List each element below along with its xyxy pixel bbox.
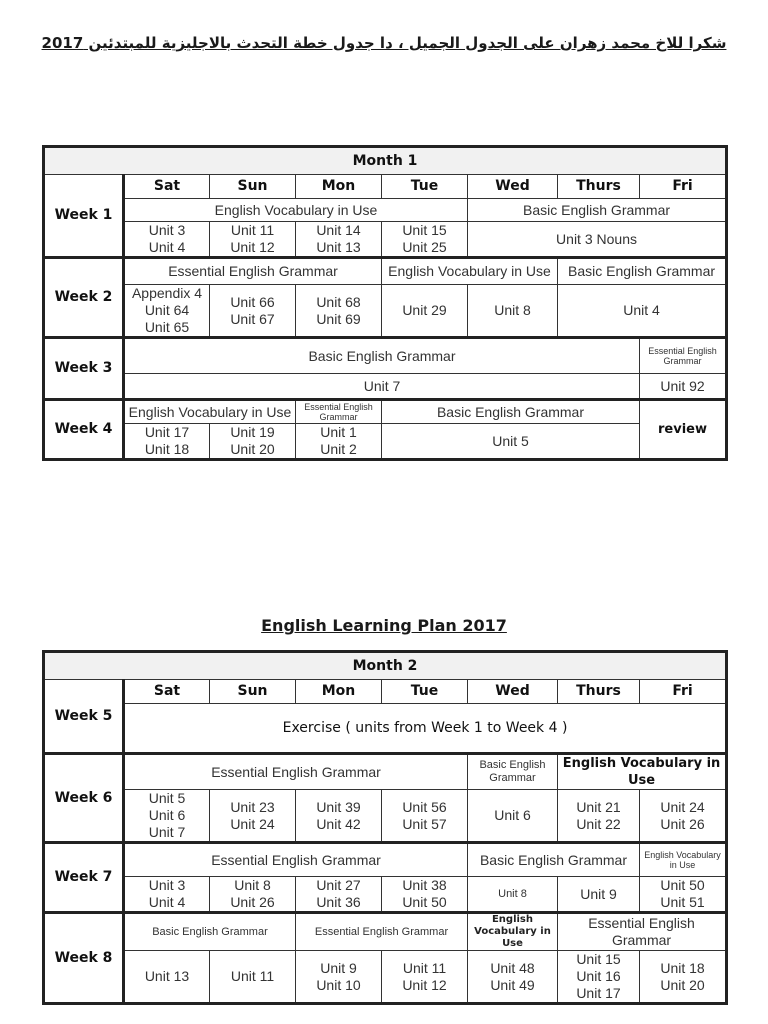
day-header-mon: Mon: [296, 680, 382, 704]
day-header-fri: Fri: [640, 680, 727, 704]
unit-cell: Unit 11: [210, 951, 296, 1004]
book-cell: Basic English Grammar: [382, 400, 640, 424]
book-cell: Essential English Grammar: [558, 913, 727, 951]
book-cell: English Vocabulary in Use: [124, 400, 296, 424]
unit-cell: Unit 3 Unit 4: [124, 222, 210, 258]
week-label: Week 6: [44, 754, 124, 843]
week-label: Week 1: [44, 175, 124, 258]
book-cell: Basic English Grammar: [468, 199, 727, 222]
unit-cell: Unit 15 Unit 16 Unit 17: [558, 951, 640, 1004]
day-header-wed: Wed: [468, 175, 558, 199]
unit-cell: Unit 50 Unit 51: [640, 877, 727, 913]
unit-cell: Unit 8: [468, 877, 558, 913]
unit-cell: Unit 38 Unit 50: [382, 877, 468, 913]
day-header-wed: Wed: [468, 680, 558, 704]
unit-cell: Unit 5: [382, 424, 640, 460]
exercise-cell: Exercise ( units from Week 1 to Week 4 ): [124, 704, 727, 754]
unit-cell: Unit 15 Unit 25: [382, 222, 468, 258]
day-header-sun: Sun: [210, 680, 296, 704]
unit-cell: Unit 1 Unit 2: [296, 424, 382, 460]
unit-cell: Unit 66 Unit 67: [210, 285, 296, 338]
unit-cell: Unit 27 Unit 36: [296, 877, 382, 913]
unit-cell: Unit 9 Unit 10: [296, 951, 382, 1004]
book-cell: Essential English Grammar: [296, 913, 468, 951]
english-title: English Learning Plan 2017: [261, 616, 507, 635]
week-label: Week 3: [44, 338, 124, 400]
week-label: Week 2: [44, 258, 124, 338]
unit-cell: Unit 48 Unit 49: [468, 951, 558, 1004]
book-cell: Essential English Grammar: [640, 338, 727, 374]
unit-cell: Unit 68 Unit 69: [296, 285, 382, 338]
unit-cell: Unit 14 Unit 13: [296, 222, 382, 258]
book-cell: English Vocabulary in Use: [382, 258, 558, 285]
unit-cell: Unit 7: [124, 374, 640, 400]
day-header-tue: Tue: [382, 680, 468, 704]
unit-cell: Unit 23 Unit 24: [210, 790, 296, 843]
day-header-tue: Tue: [382, 175, 468, 199]
unit-cell: Unit 8 Unit 26: [210, 877, 296, 913]
day-header-thurs: Thurs: [558, 680, 640, 704]
unit-cell: Unit 6: [468, 790, 558, 843]
book-cell: English Vocabulary in Use: [558, 754, 727, 790]
month-1-schedule-table: [42, 145, 728, 461]
unit-cell: Unit 11 Unit 12: [210, 222, 296, 258]
book-cell: English Vocabulary in Use: [640, 843, 727, 877]
day-header-sat: Sat: [124, 175, 210, 199]
unit-cell: Unit 39 Unit 42: [296, 790, 382, 843]
day-header-thurs: Thurs: [558, 175, 640, 199]
week-label: Week 4: [44, 400, 124, 460]
unit-cell: Unit 29: [382, 285, 468, 338]
review-cell: review: [640, 400, 727, 460]
book-cell: English Vocabulary in Use: [468, 913, 558, 951]
unit-cell: Unit 21 Unit 22: [558, 790, 640, 843]
week-label: Week 8: [44, 913, 124, 1004]
day-header-sat: Sat: [124, 680, 210, 704]
month-header: Month 2: [44, 652, 727, 680]
unit-cell: Unit 18 Unit 20: [640, 951, 727, 1004]
unit-cell: Unit 92: [640, 374, 727, 400]
unit-cell: Unit 11 Unit 12: [382, 951, 468, 1004]
day-header-mon: Mon: [296, 175, 382, 199]
unit-cell: Unit 3 Unit 4: [124, 877, 210, 913]
day-header-fri: Fri: [640, 175, 727, 199]
arabic-title: شكرا للاخ محمد زهران على الجدول الجميل ، دا جدول خطة التحدث بالاجليزية للمبتدئين 2017: [41, 34, 727, 52]
unit-cell: Unit 19 Unit 20: [210, 424, 296, 460]
book-cell: Essential English Grammar: [124, 258, 382, 285]
unit-cell: Unit 24 Unit 26: [640, 790, 727, 843]
book-cell: Basic English Grammar: [468, 843, 640, 877]
unit-cell: Unit 13: [124, 951, 210, 1004]
book-cell: Essential English Grammar: [124, 754, 468, 790]
week-label: Week 7: [44, 843, 124, 913]
book-cell: Basic English Grammar: [468, 754, 558, 790]
unit-cell: Appendix 4 Unit 64 Unit 65: [124, 285, 210, 338]
day-header-sun: Sun: [210, 175, 296, 199]
book-cell: Basic English Grammar: [558, 258, 727, 285]
unit-cell: Unit 3 Nouns: [468, 222, 727, 258]
unit-cell: Unit 5 Unit 6 Unit 7: [124, 790, 210, 843]
month-header: Month 1: [44, 147, 727, 175]
book-cell: Essential English Grammar: [296, 400, 382, 424]
unit-cell: Unit 4: [558, 285, 727, 338]
month-2-schedule-table: [42, 650, 728, 1005]
book-cell: Basic English Grammar: [124, 338, 640, 374]
book-cell: Essential English Grammar: [124, 843, 468, 877]
unit-cell: Unit 56 Unit 57: [382, 790, 468, 843]
week-label: Week 5: [44, 680, 124, 754]
unit-cell: Unit 9: [558, 877, 640, 913]
unit-cell: Unit 8: [468, 285, 558, 338]
book-cell: English Vocabulary in Use: [124, 199, 468, 222]
book-cell: Basic English Grammar: [124, 913, 296, 951]
unit-cell: Unit 17 Unit 18: [124, 424, 210, 460]
